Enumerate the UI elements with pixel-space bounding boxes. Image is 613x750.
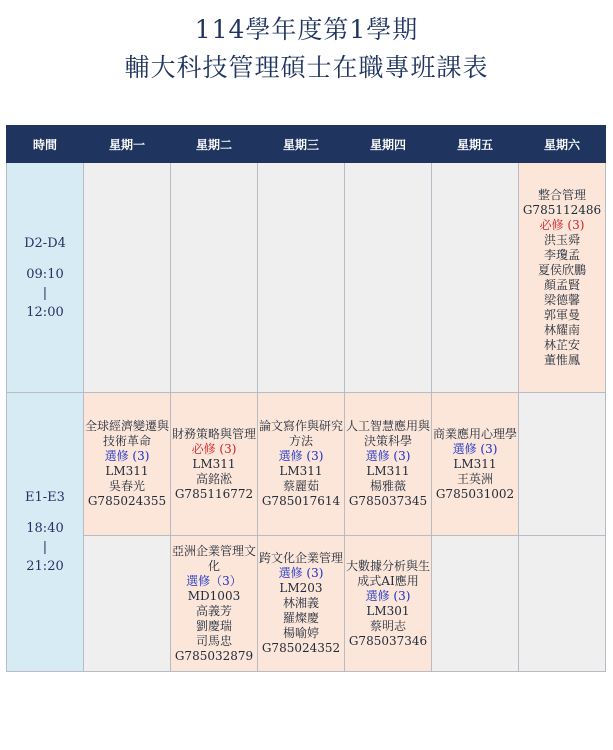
slot-code: E1-E3: [25, 490, 65, 505]
course-room: MD1003: [187, 588, 241, 603]
slot-separator: |: [42, 540, 48, 555]
empty-cell: [432, 163, 519, 393]
teacher-name: 劉慶瑞: [195, 618, 232, 633]
course-code: G785037345: [348, 494, 428, 508]
course-cell-thesis-writing[interactable]: [258, 393, 345, 536]
course-name: 財務策略與管理: [171, 426, 256, 441]
teacher-name: 高義芳: [195, 603, 232, 618]
course-cell-business-psychology[interactable]: [432, 393, 519, 536]
course-cell-financial-strategy[interactable]: [171, 393, 258, 536]
course-type-elective: 選修（3）: [186, 573, 242, 588]
course-code: G785032879: [174, 648, 254, 663]
course-room: LM311: [453, 456, 497, 471]
teacher-name: 蔡麗茹: [282, 479, 319, 493]
course-code: G785112486: [522, 202, 602, 217]
course-code: G785024352: [261, 641, 341, 655]
course-room: LM311: [366, 464, 410, 478]
slot-end: 12:00: [26, 304, 64, 320]
course-name: 跨文化企業管理: [258, 551, 343, 565]
course-room: LM301: [366, 603, 410, 618]
teacher-name: 洪玉舜: [543, 232, 580, 247]
teacher-name: 林芷安: [543, 337, 580, 352]
teacher-name: 林湘義: [282, 596, 319, 610]
course-code: G785037346: [348, 633, 428, 648]
course-type-required: 必修 (3): [191, 441, 237, 456]
course-type-elective: 選修 (3): [278, 566, 324, 580]
empty-cell: [519, 536, 606, 672]
empty-cell: [258, 163, 345, 393]
course-type-elective: 選修 (3): [365, 449, 411, 463]
teacher-name: 郭軍曼: [543, 307, 580, 322]
slot-separator: |: [42, 285, 48, 301]
empty-cell: [84, 536, 171, 672]
course-name: 商業應用心理學: [432, 426, 517, 441]
teacher-name: 羅燦慶: [282, 611, 319, 625]
teacher-name: 高銘淞: [195, 471, 232, 486]
course-code: G785024355: [87, 494, 167, 508]
course-cell-asian-management-culture[interactable]: [171, 536, 258, 672]
col-header-friday: 星期五: [432, 126, 519, 163]
col-header-time: 時間: [7, 126, 84, 163]
empty-cell: [84, 163, 171, 393]
course-code: G785031002: [435, 486, 515, 501]
table-row-evening-1: [7, 393, 606, 536]
slot-code: D2-D4: [24, 235, 66, 251]
teacher-name: 蔡明志: [369, 618, 406, 633]
course-room: LM311: [279, 464, 323, 478]
course-cell-integration-management[interactable]: [519, 163, 606, 393]
course-name: 論文寫作與研究方法: [258, 419, 343, 448]
teacher-name: 王英洲: [456, 471, 493, 486]
teacher-name: 司馬忠: [195, 633, 232, 648]
course-type-elective: 選修 (3): [365, 588, 411, 603]
course-name: 人工智慧應用與決策科學: [345, 419, 430, 448]
empty-cell: [171, 163, 258, 393]
col-header-thursday: 星期四: [345, 126, 432, 163]
course-name: 整合管理: [537, 187, 586, 202]
table-row-day: [7, 163, 606, 393]
col-header-tuesday: 星期二: [171, 126, 258, 163]
course-cell-cross-cultural-management[interactable]: [258, 536, 345, 672]
course-type-elective: 選修 (3): [452, 441, 498, 456]
course-type-elective: 選修 (3): [278, 449, 324, 463]
course-type-elective: 選修 (3): [104, 449, 150, 463]
course-room: LM311: [192, 456, 236, 471]
course-name: 全球經濟變遷與技術革命: [84, 419, 169, 448]
empty-cell: [432, 536, 519, 672]
teacher-name: 楊喻婷: [282, 626, 319, 640]
teacher-name: 林耀南: [543, 322, 580, 337]
course-code: G785116772: [174, 486, 254, 501]
teacher-name: 梁德馨: [543, 292, 580, 307]
table-row-evening-2: [7, 536, 606, 672]
teacher-name: 夏侯欣鵬: [537, 262, 586, 277]
teacher-name: 吳春光: [108, 479, 145, 493]
time-slot-evening: [7, 393, 84, 672]
empty-cell: [345, 163, 432, 393]
teacher-name: 董惟鳳: [543, 352, 580, 367]
slot-start: 09:10: [26, 266, 64, 282]
slot-end: 21:20: [26, 559, 64, 574]
teacher-name: 李瓊孟: [543, 247, 580, 262]
course-type-required: 必修 (3): [539, 217, 585, 232]
course-room: LM311: [105, 464, 149, 478]
empty-cell: [519, 393, 606, 536]
col-header-wednesday: 星期三: [258, 126, 345, 163]
schedule-table: [6, 125, 606, 672]
course-cell-big-data-generative-ai[interactable]: [345, 536, 432, 672]
course-name: 大數據分析與生成式AI應用: [345, 558, 430, 588]
col-header-monday: 星期一: [84, 126, 171, 163]
course-name: 亞洲企業管理文化: [171, 543, 256, 573]
header-row: [7, 126, 606, 163]
teacher-name: 顏孟賢: [543, 277, 580, 292]
time-slot-day: [7, 163, 84, 393]
page-title-program: 輔大科技管理碩士在職專班課表: [124, 53, 489, 82]
col-header-saturday: 星期六: [519, 126, 606, 163]
course-code: G785017614: [261, 494, 341, 508]
slot-start: 18:40: [26, 521, 64, 536]
course-cell-ai-decision-science[interactable]: [345, 393, 432, 536]
course-room: LM203: [279, 581, 323, 595]
page-title-term: 114學年度第1學期: [194, 15, 419, 44]
course-cell-global-economy[interactable]: [84, 393, 171, 536]
teacher-name: 楊雅薇: [369, 479, 406, 493]
